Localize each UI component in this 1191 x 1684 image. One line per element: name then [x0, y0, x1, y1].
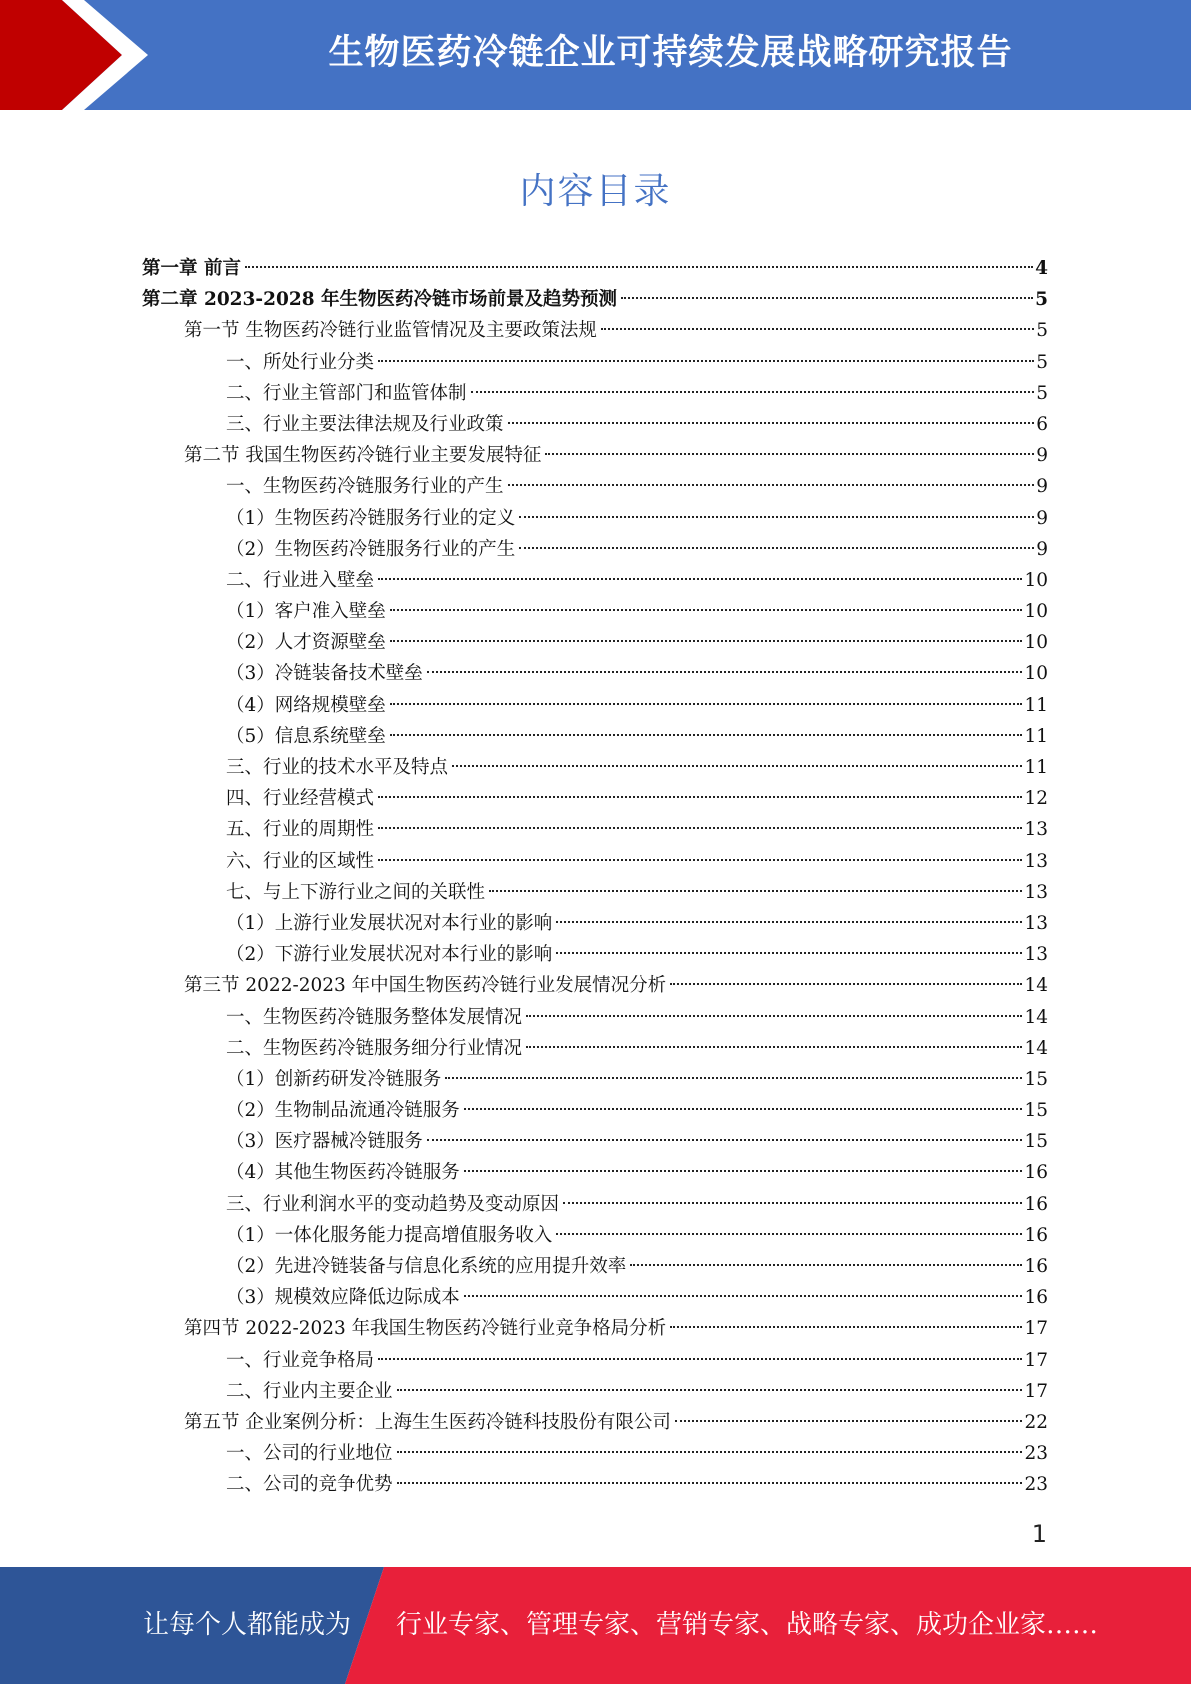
- toc-entry[interactable]: [142, 1345, 1048, 1376]
- toc-entry-label: （1）客户准入壁垒: [226, 601, 386, 623]
- toc-entry-label: 第四节 2022-2023 年我国生物医药冷链行业竞争格局分析: [184, 1318, 667, 1340]
- toc-entry-label: 第二章 2023-2028 年生物医药冷链市场前景及趋势预测: [142, 289, 618, 311]
- toc-entry[interactable]: [142, 1095, 1048, 1126]
- toc-entry-page: 17: [1024, 1380, 1048, 1402]
- toc-entry-page: 17: [1024, 1318, 1048, 1340]
- toc-dot-leader: [452, 765, 1022, 767]
- toc-entry-page: 14: [1024, 1006, 1048, 1028]
- toc-entry-page: 11: [1024, 757, 1048, 778]
- toc-entry[interactable]: [142, 1002, 1048, 1033]
- toc-entry-label: 二、公司的竞争优势: [226, 1474, 393, 1496]
- toc-entry-label: 一、行业竞争格局: [226, 1349, 375, 1371]
- toc-entry-page: 13: [1024, 944, 1048, 966]
- toc-entry[interactable]: [142, 409, 1048, 440]
- toc-entry-label: （3）冷链装备技术壁垒: [226, 663, 423, 685]
- toc-entry[interactable]: [142, 315, 1048, 346]
- toc-entry-label: （1）生物医药冷链服务行业的定义: [226, 507, 516, 529]
- toc-entry-label: 第二节 我国生物医药冷链行业主要发展特征: [184, 445, 542, 467]
- toc-entry-page: 5: [1036, 351, 1048, 373]
- toc-entry[interactable]: [142, 1033, 1048, 1064]
- toc-entry-page: 10: [1024, 663, 1048, 685]
- toc-entry-page: 16: [1024, 1287, 1048, 1309]
- toc-dot-leader: [556, 952, 1022, 954]
- toc-dot-leader: [508, 422, 1035, 424]
- toc-dot-leader: [675, 1420, 1023, 1422]
- toc-entry[interactable]: [142, 752, 1048, 783]
- toc-entry-label: （2）先进冷链装备与信息化系统的应用提升效率: [226, 1256, 627, 1277]
- toc-entry[interactable]: [142, 253, 1048, 284]
- toc-entry-page: 23: [1024, 1474, 1048, 1496]
- page-header: [0, 0, 1191, 110]
- toc-entry[interactable]: [142, 939, 1048, 970]
- toc-entry[interactable]: [142, 1064, 1048, 1095]
- toc-entry-label: （1）创新药研发冷链服务: [226, 1068, 442, 1090]
- toc-entry-label: （1）一体化服务能力提高增值服务收入: [226, 1224, 553, 1246]
- report-title: 生物医药冷链企业可持续发展战略研究报告: [328, 33, 1013, 73]
- toc-entry[interactable]: [142, 284, 1048, 315]
- toc-dot-leader: [378, 859, 1022, 861]
- toc-entry-label: （2）生物医药冷链服务行业的产生: [226, 538, 516, 560]
- toc-entry-page: 16: [1024, 1256, 1048, 1277]
- toc-dot-leader: [378, 796, 1022, 798]
- toc-entry-page: 5: [1035, 289, 1048, 311]
- toc-entry[interactable]: [142, 378, 1048, 409]
- toc-entry-page: 15: [1024, 1068, 1048, 1090]
- toc-dot-leader: [378, 1358, 1022, 1360]
- toc-entry-page: 16: [1024, 1162, 1048, 1184]
- toc-entry[interactable]: [142, 690, 1048, 721]
- toc-entry-label: 二、行业主管部门和监管体制: [226, 382, 467, 404]
- toc-dot-leader: [390, 609, 1023, 611]
- toc-entry[interactable]: [142, 440, 1048, 471]
- toc-dot-leader: [397, 1482, 1023, 1484]
- toc-entry-page: 12: [1024, 788, 1048, 810]
- toc-dot-leader: [630, 1264, 1022, 1266]
- toc-entry-label: 一、生物医药冷链服务行业的产生: [226, 476, 504, 498]
- toc-entry[interactable]: [142, 1407, 1048, 1438]
- toc-entry-label: （4）网络规模壁垒: [226, 694, 386, 716]
- toc-entry-page: 9: [1036, 507, 1048, 529]
- toc-entry-label: 三、行业主要法律法规及行业政策: [226, 413, 504, 435]
- toc-entry-page: 10: [1024, 569, 1048, 591]
- toc-entry[interactable]: [142, 347, 1048, 378]
- toc-entry[interactable]: [142, 1126, 1048, 1157]
- toc-entry-page: 10: [1024, 601, 1048, 623]
- toc-entry-page: 13: [1024, 881, 1048, 903]
- toc-dot-leader: [601, 328, 1034, 330]
- toc-entry-label: 五、行业的周期性: [226, 819, 375, 841]
- toc-entry-page: 11: [1024, 725, 1048, 747]
- toc-dot-leader: [464, 1108, 1023, 1110]
- toc-entry-label: 四、行业经营模式: [226, 788, 375, 810]
- toc-dot-leader: [526, 1046, 1022, 1048]
- toc-dot-leader: [556, 921, 1022, 923]
- page-number: 1: [1031, 1520, 1047, 1548]
- toc-entry-label: 一、生物医药冷链服务整体发展情况: [226, 1006, 523, 1028]
- toc-entry[interactable]: [142, 908, 1048, 939]
- toc-dot-leader: [464, 1295, 1023, 1297]
- toc-entry[interactable]: [142, 627, 1048, 658]
- toc-entry-label: 一、所处行业分类: [226, 351, 375, 373]
- toc-entry[interactable]: [142, 471, 1048, 502]
- toc-entry-page: 11: [1024, 694, 1048, 716]
- toc-entry-page: 14: [1024, 975, 1048, 997]
- toc-entry-label: 二、行业进入壁垒: [226, 569, 375, 591]
- toc-entry[interactable]: [142, 1376, 1048, 1407]
- toc-heading: 内容目录: [519, 171, 672, 212]
- toc-entry[interactable]: [142, 565, 1048, 596]
- toc-dot-leader: [670, 1326, 1022, 1328]
- toc-entry-label: 第五节 企业案例分析：上海生生医药冷链科技股份有限公司: [184, 1411, 671, 1433]
- toc-dot-leader: [445, 1077, 1022, 1079]
- toc-dot-leader: [390, 734, 1023, 736]
- toc-entry-label: 七、与上下游行业之间的关联性: [226, 881, 486, 903]
- toc-entry-label: （3）医疗器械冷链服务: [226, 1131, 423, 1153]
- toc-entry[interactable]: [142, 721, 1048, 752]
- toc-dot-leader: [471, 391, 1035, 393]
- toc-entry[interactable]: [142, 970, 1048, 1001]
- toc-entry-page: 5: [1036, 320, 1048, 342]
- toc-entry-page: 9: [1036, 445, 1048, 467]
- toc-entry-label: 第一节 生物医药冷链行业监管情况及主要政策法规: [184, 320, 597, 342]
- toc-entry-page: 9: [1036, 538, 1048, 560]
- toc-entry[interactable]: [142, 534, 1048, 565]
- toc-entry-page: 9: [1036, 476, 1048, 498]
- toc-entry-page: 22: [1024, 1411, 1048, 1433]
- toc-entry-label: （1）上游行业发展状况对本行业的影响: [226, 912, 553, 934]
- toc-entry-label: 六、行业的区域性: [226, 850, 375, 872]
- toc-entry-label: 第一章 前言: [142, 258, 241, 279]
- toc-entry-page: 5: [1036, 382, 1048, 404]
- toc-entry-label: 二、生物医药冷链服务细分行业情况: [226, 1037, 523, 1059]
- toc-entry[interactable]: [142, 1282, 1048, 1313]
- toc-entry-label: （5）信息系统壁垒: [226, 725, 386, 747]
- toc-dot-leader: [427, 1139, 1023, 1141]
- toc-dot-leader: [670, 983, 1022, 985]
- toc-dot-leader: [526, 1015, 1022, 1017]
- toc-dot-leader: [378, 827, 1022, 829]
- toc-dot-leader: [621, 297, 1033, 299]
- toc-entry[interactable]: [142, 503, 1048, 534]
- toc-dot-leader: [563, 1202, 1022, 1204]
- toc-dot-leader: [245, 266, 1033, 268]
- toc-entry[interactable]: [142, 596, 1048, 627]
- footer-slogan-left: 让每个人都能成为: [143, 1610, 352, 1640]
- toc-entry-label: 第三节 2022-2023 年中国生物医药冷链行业发展情况分析: [184, 975, 667, 997]
- toc-entry-label: 三、行业利润水平的变动趋势及变动原因: [226, 1193, 560, 1215]
- toc-entry[interactable]: [142, 1469, 1048, 1500]
- toc-dot-leader: [545, 453, 1034, 455]
- toc-entry-label: 二、行业内主要企业: [226, 1380, 393, 1402]
- toc-entry-label: （3）规模效应降低边际成本: [226, 1287, 460, 1309]
- toc-entry[interactable]: [142, 1251, 1048, 1282]
- toc-entry[interactable]: [142, 846, 1048, 877]
- toc-entry-page: 13: [1024, 850, 1048, 872]
- toc-entry[interactable]: [142, 658, 1048, 689]
- toc-entry-page: 4: [1035, 258, 1048, 279]
- toc-entry[interactable]: [142, 877, 1048, 908]
- toc-entry[interactable]: [142, 1157, 1048, 1188]
- toc-entry-label: （2）生物制品流通冷链服务: [226, 1100, 460, 1122]
- toc-entry-label: 三、行业的技术水平及特点: [226, 757, 449, 778]
- toc-entry[interactable]: [142, 814, 1048, 845]
- toc-entry-page: 13: [1024, 819, 1048, 841]
- toc-entry-label: （2）下游行业发展状况对本行业的影响: [226, 944, 553, 966]
- toc-entry[interactable]: [142, 1189, 1048, 1220]
- toc-entry-page: 10: [1024, 632, 1048, 654]
- toc-dot-leader: [397, 1451, 1023, 1453]
- toc-dot-leader: [390, 640, 1023, 642]
- toc-entry-label: （4）其他生物医药冷链服务: [226, 1162, 460, 1184]
- toc-dot-leader: [556, 1233, 1022, 1235]
- toc-entry-page: 15: [1024, 1100, 1048, 1122]
- footer-slogan-right: 行业专家、管理专家、营销专家、战略专家、成功企业家……: [396, 1610, 1099, 1640]
- toc-entry-page: 13: [1024, 912, 1048, 934]
- toc-entry[interactable]: [142, 1438, 1048, 1469]
- toc-dot-leader: [378, 578, 1022, 580]
- toc-entry-page: 23: [1024, 1443, 1048, 1465]
- toc-entry[interactable]: [142, 783, 1048, 814]
- toc-dot-leader: [508, 484, 1035, 486]
- toc-entry[interactable]: [142, 1220, 1048, 1251]
- toc-dot-leader: [489, 890, 1022, 892]
- toc-dot-leader: [519, 547, 1034, 549]
- toc-entry-page: 16: [1024, 1224, 1048, 1246]
- toc-entry-page: 15: [1024, 1131, 1048, 1153]
- toc-dot-leader: [378, 360, 1034, 362]
- toc-entry-page: 14: [1024, 1037, 1048, 1059]
- toc-dot-leader: [519, 516, 1034, 518]
- toc-entry[interactable]: [142, 1313, 1048, 1344]
- toc-entry-label: （2）人才资源壁垒: [226, 632, 386, 654]
- toc-entry-page: 17: [1024, 1349, 1048, 1371]
- toc-entry-page: 16: [1024, 1193, 1048, 1215]
- toc-entry-page: 6: [1036, 413, 1048, 435]
- toc-dot-leader: [397, 1389, 1023, 1391]
- toc-dot-leader: [390, 703, 1023, 705]
- toc-dot-leader: [464, 1170, 1023, 1172]
- toc-entry-label: 一、公司的行业地位: [226, 1443, 393, 1465]
- toc-dot-leader: [427, 671, 1023, 673]
- page-footer: [0, 1567, 1191, 1684]
- table-of-contents: [142, 253, 1048, 1501]
